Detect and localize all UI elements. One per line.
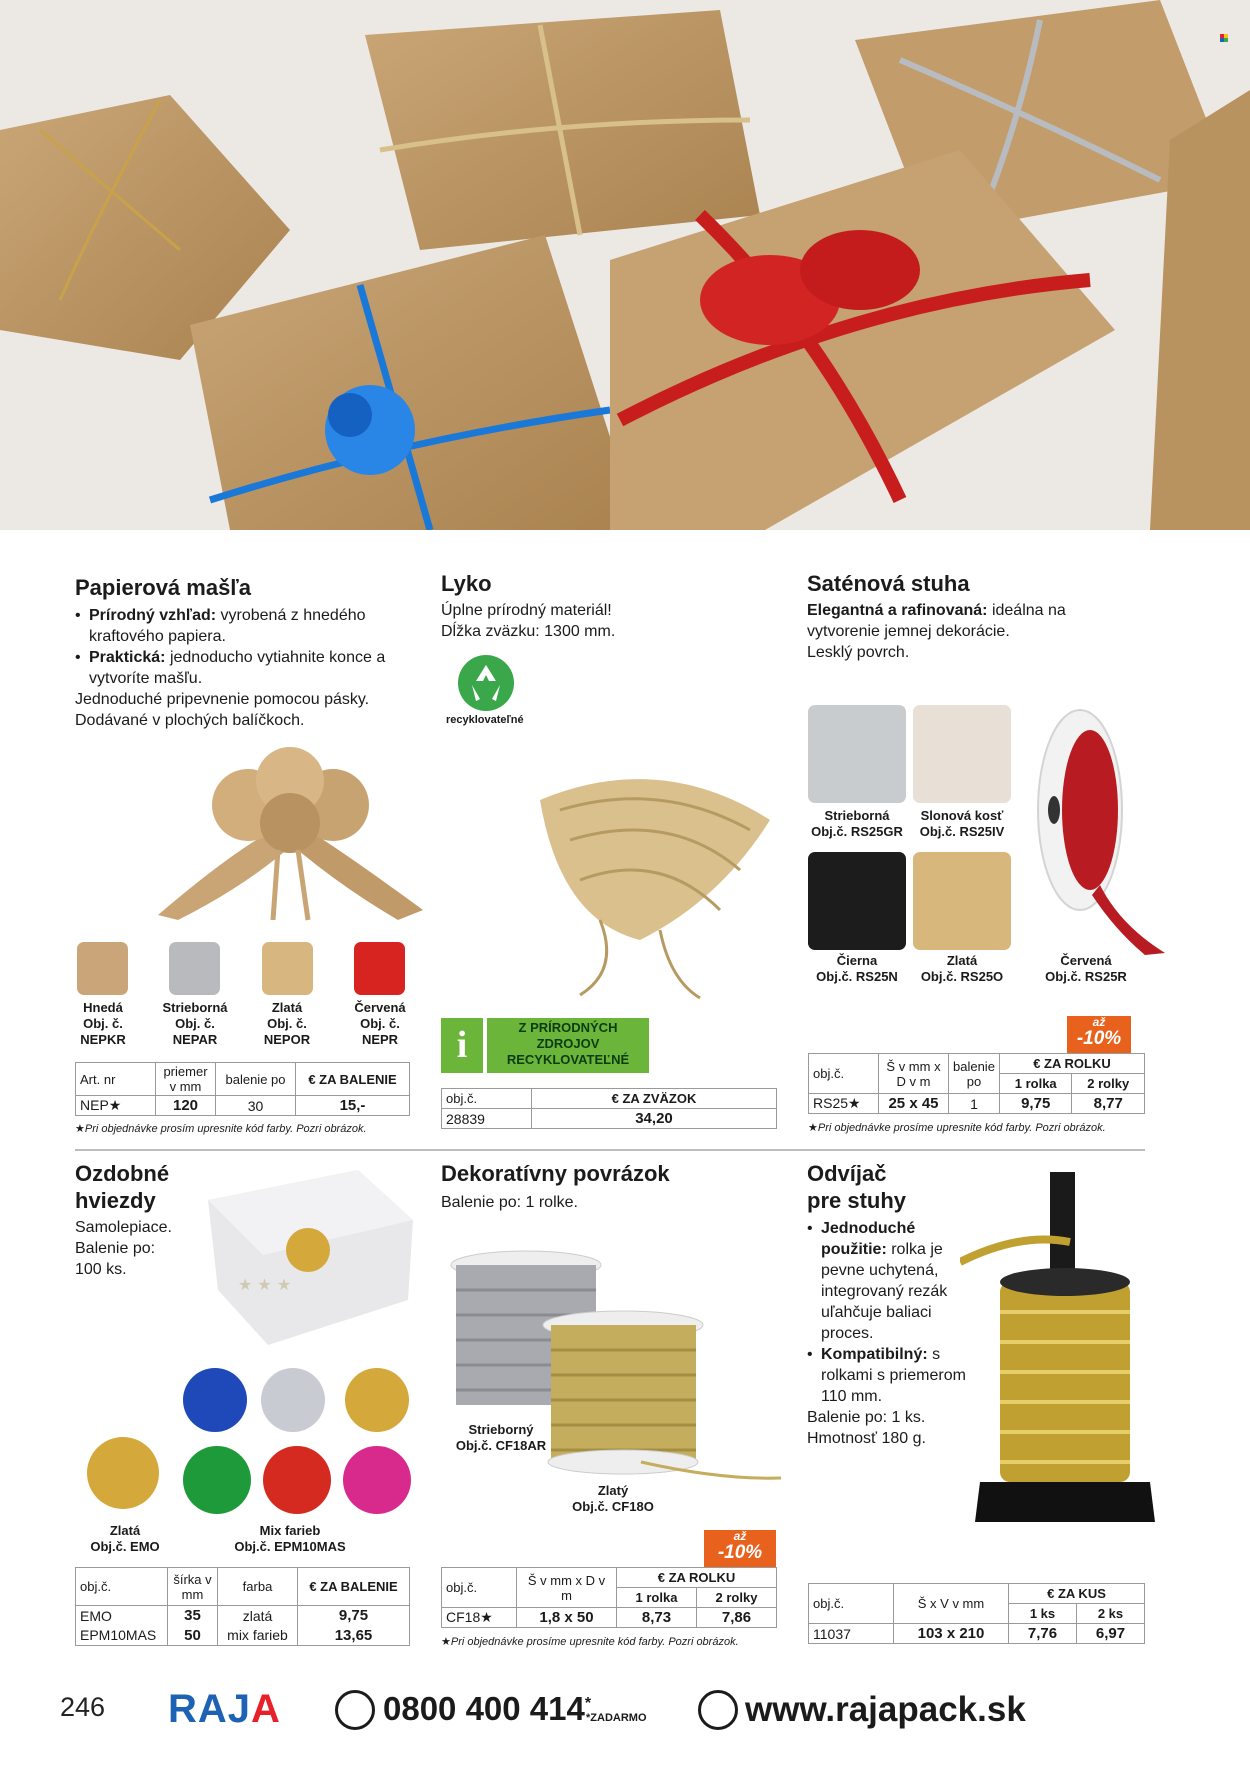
cell-pack: 1	[949, 1094, 1000, 1114]
cell-price: 34,20	[532, 1109, 777, 1129]
cell-price-2: 6,97	[1077, 1624, 1145, 1644]
cord-title: Dekoratívny povrázok	[441, 1161, 670, 1186]
satin-price-table	[808, 1053, 1145, 1114]
stars-price-table	[75, 1567, 410, 1646]
phone-icon	[335, 1690, 375, 1730]
cell-diameter: 120	[156, 1096, 216, 1116]
free-call-label: *ZADARMO	[586, 1712, 647, 1724]
satin-swatch-1	[913, 705, 1011, 803]
mouse-icon	[698, 1690, 738, 1730]
info-icon: i	[441, 1018, 483, 1073]
th-code: obj.č.	[809, 1584, 894, 1624]
satin-title: Saténová stuha	[807, 571, 970, 596]
satin-section	[807, 570, 1127, 663]
raffia-line-1: Úplne prírodný materiál!	[441, 602, 612, 619]
cell-price-1: 8,73	[617, 1608, 697, 1628]
th-price: € ZA ROLKU	[999, 1054, 1144, 1074]
bow-swatch-1	[169, 942, 220, 995]
dispenser-price-table	[808, 1583, 1145, 1644]
dispenser-title-1: Odvíjač	[807, 1161, 887, 1186]
cell-size: 1,8 x 50	[517, 1608, 617, 1628]
satin-discount-badge: až -10%	[1067, 1016, 1131, 1053]
th-price-2: 2 rolky	[1072, 1074, 1145, 1094]
stars-mix-label: Mix farieb Obj.č. EPM10MAS	[234, 1523, 346, 1554]
phone-number[interactable]: 0800 400 414*	[383, 1690, 592, 1727]
satin-swatch-0	[808, 705, 906, 803]
ribbon-dispenser-image	[960, 1172, 1160, 1532]
th-diameter: priemer v mm	[156, 1063, 216, 1096]
dispenser-bullet-2: • Kompatibilný: s rolkami s priemerom 110 mm.	[807, 1344, 977, 1407]
raffia-price-table	[441, 1088, 777, 1129]
cell-price-2: 7,86	[697, 1608, 777, 1628]
th-price: € ZA BALENIE	[298, 1568, 410, 1606]
satin-surface: Lesklý povrch.	[807, 644, 910, 661]
cord-note: ★Pri objednávke prosíme upresnite kód farby. Pozri obrázok.	[441, 1636, 739, 1648]
dispenser-title-2: pre stuhy	[807, 1188, 907, 1213]
bow-swatch-label-2: Zlatá Obj. č. NEPOR	[263, 1000, 311, 1047]
bow-title: Papierová mašľa	[75, 575, 252, 600]
bow-bullet-1: • Prírodný vzhľad: vyrobená z hnedého kraftového papiera.	[75, 605, 415, 647]
red-ribbon-spool-image	[1020, 705, 1170, 955]
th-code: obj.č.	[442, 1568, 517, 1608]
th-size: Š x V v mm	[894, 1584, 1009, 1624]
th-size: Š v mm x D v m	[879, 1054, 949, 1094]
cell-price-2: 8,77	[1072, 1094, 1145, 1114]
dispenser-bullet-1: • Jednoduché použitie: rolka je pevne uchytená, integrovaný rezák uľahčuje baliaci proces.	[807, 1218, 977, 1344]
dispenser-line-3: Balenie po: 1 ks.	[807, 1409, 926, 1426]
satin-swatch-label-1: Slonová kosť Obj.č. RS25IV	[919, 808, 1005, 839]
th-color: farba	[218, 1568, 298, 1606]
cell-color: mix farieb	[218, 1626, 298, 1646]
th-price-2: 2 rolky	[697, 1588, 777, 1608]
stars-line-3: 100 ks.	[75, 1261, 127, 1278]
th-price: € ZA ROLKU	[617, 1568, 777, 1588]
bow-line-3: Jednoduché pripevnenie pomocou pásky.	[75, 691, 370, 708]
cell-size: 25 x 45	[879, 1094, 949, 1114]
stars-title-2: hviezdy	[75, 1188, 156, 1213]
satin-red-label: Červená Obj.č. RS25R	[1045, 953, 1127, 984]
satin-swatch-label-0: Strieborná Obj.č. RS25GR	[811, 808, 903, 839]
bow-swatch-label-3: Červená Obj. č. NEPR	[354, 1000, 406, 1047]
page-number: 246	[60, 1692, 106, 1722]
cord-gold-label: Zlatý Obj.č. CF18O	[572, 1483, 654, 1514]
cell-price-1: 7,76	[1009, 1624, 1077, 1644]
hero-gift-image	[0, 0, 1250, 530]
cell-code: EMO	[76, 1606, 168, 1626]
th-code: obj.č.	[809, 1054, 879, 1094]
bow-price-table	[75, 1062, 410, 1116]
raffia-title: Lyko	[441, 571, 492, 596]
th-width: šírka v mm	[168, 1568, 218, 1606]
nature-badge-text: Z PRÍRODNÝCH ZDROJOV RECYKLOVATEĽNÉ	[487, 1018, 649, 1073]
th-size: Š v mm x D v m	[517, 1568, 617, 1608]
dispenser-line-4: Hmotnosť 180 g.	[807, 1430, 926, 1447]
satin-desc: Elegantná a rafinovaná: ideálna na vytvorenie jemnej dekorácie.	[807, 602, 1066, 640]
bow-swatch-label-1: Strieborná Obj. č. NEPAR	[162, 1000, 228, 1047]
page-footer	[0, 1680, 1250, 1740]
th-price: € ZA BALENIE	[296, 1063, 410, 1096]
cell-code: 28839	[442, 1109, 532, 1129]
th-price: € ZA ZVÄZOK	[532, 1089, 777, 1109]
recycle-label: recyklovateľné	[446, 714, 524, 726]
satin-note: ★Pri objednávke prosíme upresnite kód farby. Pozri obrázok.	[808, 1122, 1106, 1134]
cell-code: EPM10MAS	[76, 1626, 168, 1646]
bow-swatch-2	[262, 942, 313, 995]
raffia-image	[520, 740, 800, 1000]
th-pack: balenie po	[216, 1063, 296, 1096]
stars-title-1: Ozdobné	[75, 1161, 170, 1186]
th-price: € ZA KUS	[1009, 1584, 1145, 1604]
cell-price: 9,75	[298, 1606, 410, 1626]
bow-note: ★Pri objednávke prosím upresnite kód farby. Pozri obrázok.	[75, 1123, 367, 1135]
th-price-1: 1 rolka	[999, 1074, 1072, 1094]
th-price-1: 1 ks	[1009, 1604, 1077, 1624]
cell-width: 50	[168, 1626, 218, 1646]
cord-discount-badge: až -10%	[704, 1530, 776, 1567]
th-art: Art. nr	[76, 1063, 156, 1096]
satin-swatch-3	[913, 852, 1011, 950]
th-price-2: 2 ks	[1077, 1604, 1145, 1624]
cord-price-table	[441, 1567, 777, 1628]
paper-bow-image	[158, 745, 423, 925]
corner-mark	[1220, 34, 1228, 42]
satin-swatch-label-3: Zlatá Obj.č. RS25O	[920, 953, 1004, 984]
raffia-section	[441, 570, 761, 642]
cord-silver-label: Strieborný Obj.č. CF18AR	[455, 1422, 547, 1453]
cell-pack: 30	[216, 1096, 296, 1116]
cell-code: RS25★	[809, 1094, 879, 1114]
cell-code: 11037	[809, 1624, 894, 1644]
cell-price: 15,-	[296, 1096, 410, 1116]
satin-swatch-2	[808, 852, 906, 950]
stars-line-1: Samolepiace.	[75, 1219, 172, 1236]
cell-price: 13,65	[298, 1626, 410, 1646]
stars-gold-label: Zlatá Obj.č. EMO	[90, 1523, 160, 1554]
dispenser-section	[807, 1160, 977, 1449]
bow-bullet-2: • Praktická: jednoducho vytiahnite konce a vytvoríte mašľu.	[75, 647, 415, 689]
cord-line-1: Balenie po: 1 rolke.	[441, 1194, 578, 1211]
cell-color: zlatá	[218, 1606, 298, 1626]
satin-swatch-label-2: Čierna Obj.č. RS25N	[816, 953, 898, 984]
nature-badge	[441, 1018, 649, 1073]
bow-swatch-0	[77, 942, 128, 995]
cell-code: CF18★	[442, 1608, 517, 1628]
bow-line-4: Dodávané v plochých balíčkoch.	[75, 712, 305, 729]
th-code: obj.č.	[442, 1089, 532, 1109]
stars-section	[75, 1160, 215, 1280]
website-link[interactable]: www.rajapack.sk	[745, 1690, 1026, 1729]
cell-width: 35	[168, 1606, 218, 1626]
recycle-icon	[456, 653, 516, 713]
section-divider	[75, 1149, 1145, 1151]
raja-logo: RAJA	[168, 1687, 281, 1731]
decorative-stars-image	[75, 1365, 415, 1520]
cell-size: 103 x 210	[894, 1624, 1009, 1644]
stars-gift-image	[208, 1170, 413, 1345]
cell-price-1: 9,75	[999, 1094, 1072, 1114]
raffia-line-2: Dĺžka zväzku: 1300 mm.	[441, 623, 616, 640]
cord-spools-image	[441, 1250, 786, 1500]
svg-text:★ ★ ★: ★ ★ ★	[238, 1275, 292, 1294]
stars-line-2: Balenie po:	[75, 1240, 156, 1257]
th-code: obj.č.	[76, 1568, 168, 1606]
bow-swatch-3	[354, 942, 405, 995]
th-price-1: 1 rolka	[617, 1588, 697, 1608]
bow-swatch-label-0: Hnedá Obj. č. NEPKR	[80, 1000, 126, 1047]
th-pack: balenie po	[949, 1054, 1000, 1094]
cell-art: NEP★	[76, 1096, 156, 1116]
bow-section	[75, 574, 415, 731]
cord-section	[441, 1160, 771, 1213]
